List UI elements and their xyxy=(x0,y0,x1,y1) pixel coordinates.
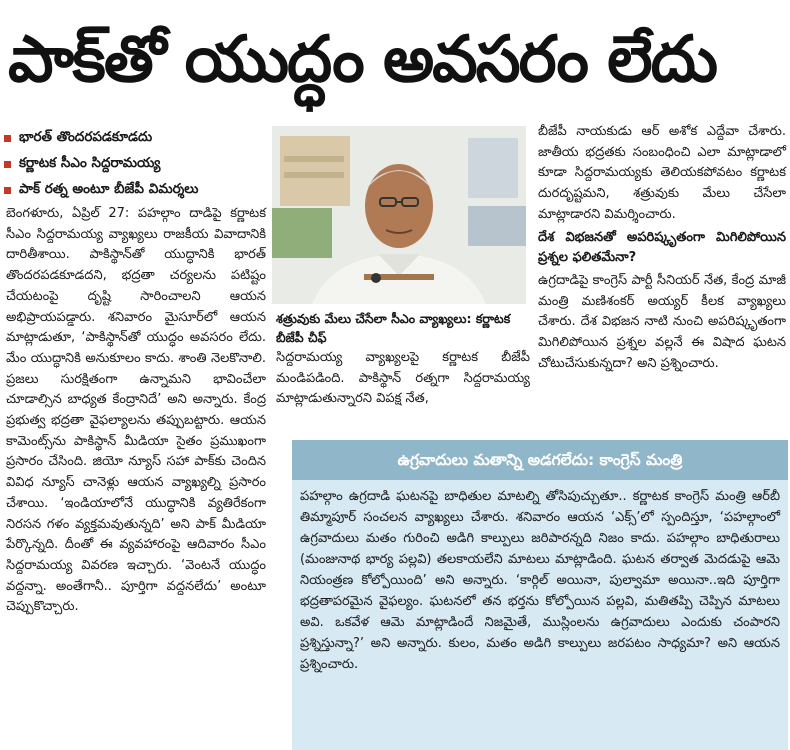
bullet-text: పాక్ రత్న అంటూ బీజేపీ విమర్శలు xyxy=(19,180,199,197)
box-title: ఉగ్రవాదులు మతాన్ని అడగలేదు: కాంగ్రెస్ మంత్రి xyxy=(397,451,683,469)
headline: పాక్‌తో యుద్ధం అవసరం లేదు xyxy=(8,23,716,97)
headline-banner xyxy=(0,0,790,118)
bullet-list xyxy=(4,126,266,204)
article-body: బీజేపీ నాయకుడు ఆర్ అశోక ఎద్దేవా చేశారు. జాతీయ భద్రతకు సంబంధించి ఎలా మాట్లాడాలో కూడా సిద్దరామయ్యకు తెలియకపోవటం కర్ణాటక దురదృష్టమని, శత్రువుకు మేలు చేసేలా మాట్లాడారని విమర్శించారు. xyxy=(538,124,786,222)
bullet-item xyxy=(4,126,266,150)
bullet-square-icon xyxy=(4,161,11,168)
bullet-text: కర్ణాటక సీఎం సిద్దరామయ్య xyxy=(19,154,161,171)
siddaramaiah-photo-icon xyxy=(272,126,526,304)
bullet-item xyxy=(4,152,266,176)
box-body: పహల్గాం ఉగ్రదాడి ఘటనపై బాధితుల మాటల్ని తోసిపుచ్చుతూ.. కర్ణాటక కాంగ్రెస్ మంత్రి ఆర్‌బీ తిమ్మాపూర్ సంచలన వ్యాఖ్యలు చేశారు. శనివారం ఆయన ‘ఎక్స్’లో స్పందిస్తూ, ‘పహల్గాంలో ఉగ్రవాదులు మతం గురించి అడిగి కాల్పులు జరిపారన్నది నిజం కాదు. పహల్గాం బాధితురాలు (మంజునాథ భార్య పల్లవి) తలకాయలేని మాటలు మాట్లాడింది. ఘటన తర్వాత మెదడుపై ఆమె నియంత్రణ కోల్పోయింది’ అని అన్నారు. ‘కార్గిల్ అయినా, పుల్వామా అయినా..ఇది పూర్తిగా భద్రతాపరమైన వైఫల్యం. ఘటనలో తన భర్తను కోల్పోయిన పల్లవి, మతితప్పి చెప్పిన మాటలు అవి. ఒకవేళ ఆమె మాట్లాడిందే నిజమైతే, ముస్లింలను ఉగ్రవాదులు ఎందుకు చంపారని ప్రశ్నిస్తున్నా?’ అని అన్నారు. కులం, మతం అడిగి కాల్పులు జరపటం సాధ్యమా? అని ఆయన ప్రశ్నించారు. xyxy=(300,489,780,672)
bullet-square-icon xyxy=(4,135,11,142)
article-column-right xyxy=(538,122,786,374)
article-body: సిద్దరామయ్య వ్యాఖ్యలపై కర్ణాటక బీజేపీ మండిపడింది. పాకిస్థాన్ రత్నగా సిద్దరామయ్య మాట్లాడుతున్నారని విపక్ష నేత, xyxy=(276,350,530,407)
box-header xyxy=(292,440,788,480)
bullet-text: భారత్ తొందరపడకూడదు xyxy=(19,128,153,145)
section-subheading: దేశ విభజనతో అపరిష్కృతంగా మిగిలిపోయిన ప్రశ్నల ఫలితమేనా? xyxy=(538,229,786,266)
sidebar-box xyxy=(292,440,788,750)
article-body: బెంగళూరు, ఏప్రిల్ 27: పహల్గాం దాడిపై కర్ణాటక సీఎం సిద్దరామయ్య వ్యాఖ్యలు రాజకీయ వివాదానికి దారితీశాయి. పాకిస్థాన్‌తో యుద్ధానికి భారత్ తొందరపడకూడదని, భద్రతా చర్యలను పటిష్టం చేయటంపై దృష్టి సారించాలని ఆయన అభిప్రాయపడ్డారు. శనివారం మైసూర్‌లో ఆయన మాట్లాడుతూ, ‘పాకిస్థాన్‌తో యుద్ధం అవసరం లేదు. మేం యుద్ధానికి అనుకూలం కాదు. శాంతి నెలకొనాలి. ప్రజలు సురక్షితంగా ఉన్నామని భావించేలా చూడాల్సిన బాధ్యత కేంద్రానిదే’ అని అన్నారు. కేంద్ర ప్రభుత్వ భద్రతా వైఫల్యాలను తప్పుబట్టారు. ఆయన కామెంట్స్‌ను పాకిస్థాన్ మీడియా సైతం ప్రముఖంగా ప్రసారం చేసింది. జియో న్యూస్ సహా పాక్‌కు చెందిన వివిధ న్యూస్ చానెళ్లు ఆయన వ్యాఖ్యల్ని ప్రసారం చేశాయి. ‘ఇండియాలోనే యుద్ధానికి వ్యతిరేకంగా నిరసన గళం వ్యక్తమవుతున్నది’ అని పాక్ మీడియా పేర్కొన్నది. దీంతో ఈ వ్యవహారంపై ఆదివారం సీఎం సిద్దరామయ్య వివరణ ఇచ్చారు. ‘వెంటనే యుద్ధం వద్దన్నా. అంతేగానీ.. పూర్తిగా వద్దనలేదు’ అంటూ చెప్పుకొచ్చారు. xyxy=(6,206,266,615)
bullet-square-icon xyxy=(4,187,11,194)
article-column-left xyxy=(6,204,266,618)
photo-caption: శత్రువుకు మేలు చేసేలా సీఎం వ్యాఖ్యలు: కర్ణాటక బీజేపీ చీఫ్ xyxy=(276,311,511,345)
article-body: ఉగ్రదాడిపై కాంగ్రెస్ పార్టీ సీనియర్ నేత, కేంద్ర మాజీ మంత్రి మణిశంకర్ అయ్యర్ కీలక వ్యాఖ్యలు చేశారు. దేశ విభజన నాటి నుంచి అపరిష్కృతంగా మిగిలిపోయిన ప్రశ్నల వల్లనే ఈ విషాద ఘటన చోటుచేసుకున్నదా? అని ప్రశ్నించారు. xyxy=(538,272,786,371)
news-photo xyxy=(272,126,526,304)
bullet-item xyxy=(4,178,266,202)
article-column-middle xyxy=(276,348,530,410)
